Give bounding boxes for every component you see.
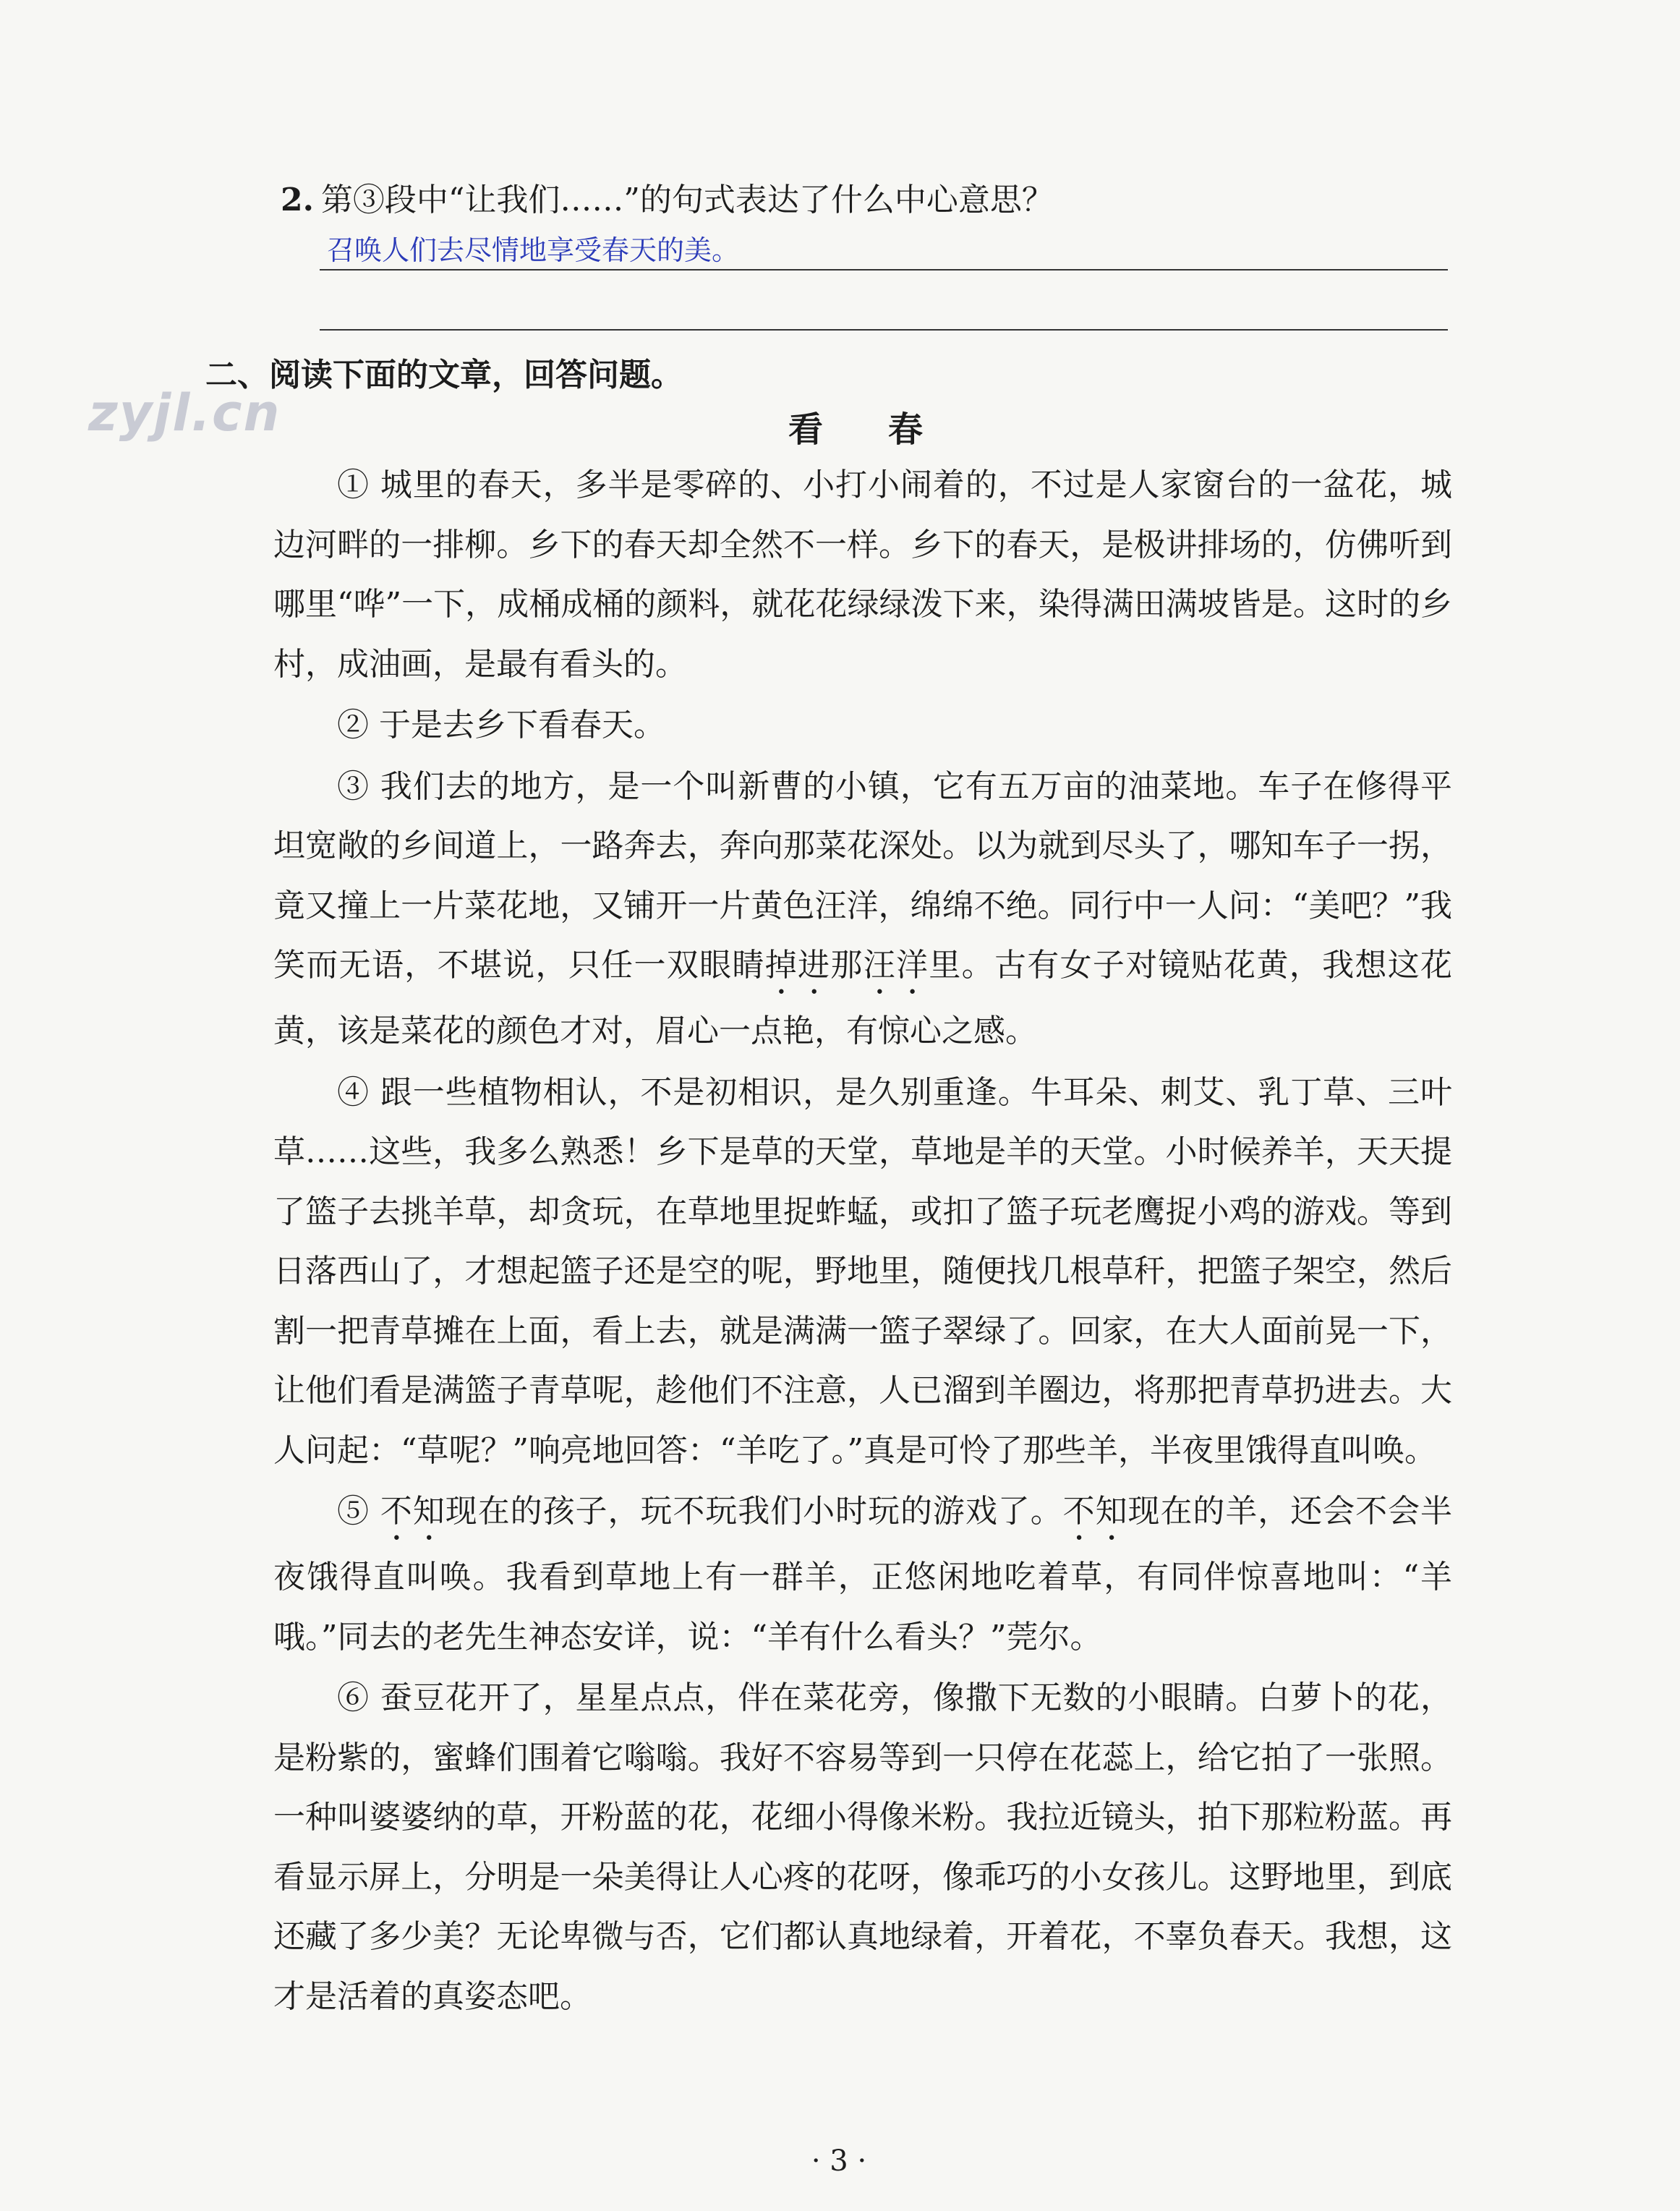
paragraph-4: ④ 跟一些植物相认，不是初相识，是久别重逢。牛耳朵、刺艾、乳丁草、三叶草……这些，我多么熟悉！乡下是草的天堂，草地是羊的天堂。小时候养羊，天天提了篮子去挑羊草，却贪玩，在草地里捉蚱蜢，或扣了篮子玩老鹰捉小鸡的游戏。等到日落西山了，才想起篮子还是空的呢，野地里，随便找几根草秆，把篮子架空，然后割一把青草摊在上面，看上去，就是满满一篮子翠绿了。回家，在大人面前晃一下，让他们看是满篮子青草呢，趁他们不注意，人已溜到羊圈边，将那把青草扔进去。大人问起：“草呢？”响亮地回答：“羊吃了。”真是可怜了那些羊，半夜里饿得直叫唤。 [273,1073,1452,1469]
article-body [273,456,1452,2028]
paragraph-3-part: ③ 我们去的地方，是一个叫新曹的小镇，它有五万亩的油菜地。车子在修得平坦宽敞的乡间道上，一路奔去，奔向那菜花深处。以为就到尽头了，哪知车子一拐，竟又撞上一片菜花地，又铺开一片黄色汪洋，绵绵不绝。同行中一人问：“美吧？”我笑而无语，不堪说，只任一双眼睛 [273,767,1452,984]
paragraph-3-part: 里。古有女子对镜贴花黄，我想这花黄，该是菜花的颜色才对，眉心一点艳，有惊心之感。 [273,947,1453,1049]
paragraph-6: ⑥ 蚕豆花开了，星星点点，伴在菜花旁，像撒下无数的小眼睛。白萝卜的花，是粉紫的，蜜蜂们围着它嗡嗡。我好不容易等到一只停在花蕊上，给它拍了一张照。一种叫婆婆纳的草，开粉蓝的花，花细小得像米粉。我拉近镜头，拍下那粒粉蓝。再看显示屏上，分明是一朵美得让人心疼的花呀，像乖巧的小女孩儿。这野地里，到底还藏了多少美？无论卑微与否，它们都认真地绿着，开着花，不辜负春天。我想，这才是活着的真姿态吧。 [273,1679,1452,2015]
question-2 [281,174,1054,220]
page-number: · 3 · [811,2144,867,2178]
paragraph-2: ② 于是去乡下看春天。 [337,707,665,744]
question-text: 第③段中“让我们……”的句式表达了什么中心意思？ [320,182,1054,218]
emphasized-word: 不知 [1062,1493,1128,1530]
answer-line-2 [320,329,1448,331]
section-heading: 二、阅读下面的文章，回答问题。 [205,357,683,393]
paragraph-3 [273,757,1452,1062]
emphasized-word: 不知 [380,1493,445,1530]
emphasized-word: 汪洋 [863,947,929,984]
paragraph-3-part: 那 [830,947,864,984]
question-number: 2. [281,182,314,218]
answer-line-1 [320,269,1448,270]
paragraph-5-part: 现在的羊，还会不会半夜饿得直叫唤。我看到草地上有一群羊，正悠闲地吃着草，有同伴惊喜地叫：“羊哦。”同去的老先生神态安详，说：“羊有什么看头？”莞尔。 [273,1493,1453,1656]
emphasized-word: 掉进 [764,947,831,984]
paragraph-1: ① 城里的春天，多半是零碎的、小打小闹着的，不过是人家窗台的一盆花，城边河畔的一排柳。乡下的春天却全然不一样。乡下的春天，是极讲排场的，仿佛听到哪里“哗”一下，成桶成桶的颜料，就花花绿绿泼下来，染得满田满坡皆是。这时的乡村，成油画，是最有看头的。 [273,467,1452,683]
handwritten-answer: 召唤人们去尽情地享受春天的美。 [327,234,740,266]
paragraph-5-part: ⑤ [337,1493,380,1530]
paragraph-5-part: 现在的孩子，玩不玩我们小时玩的游戏了。 [445,1493,1063,1530]
article-title: 看春 [788,409,989,450]
watermark: zyjl.cn [88,383,281,443]
paragraph-5 [273,1482,1452,1667]
